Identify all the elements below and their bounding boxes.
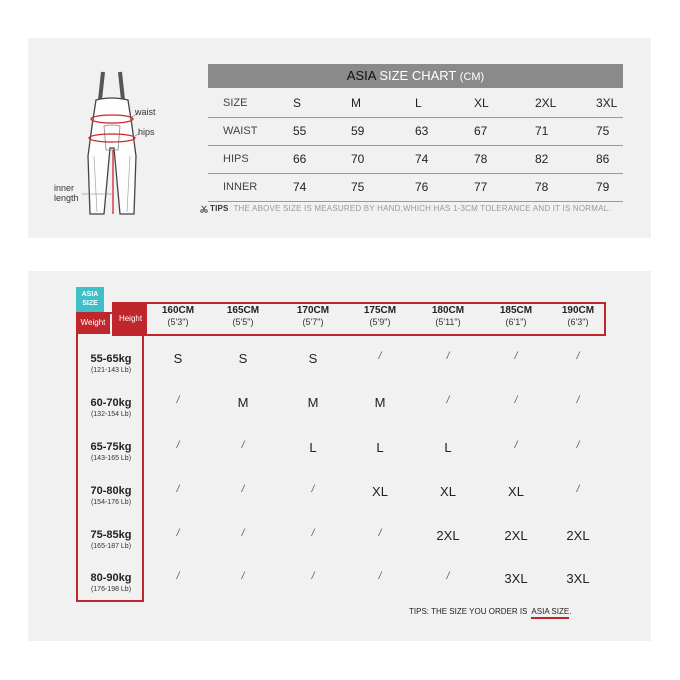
- height-col: 185CM (6'1"): [499, 305, 533, 327]
- size-cell: 3XL: [566, 571, 590, 586]
- cell: S: [293, 96, 302, 110]
- size-cell: /: [311, 484, 315, 495]
- size-cell: S: [173, 351, 183, 366]
- height-col: 175CM (5'9"): [363, 305, 397, 327]
- size-cell: /: [446, 395, 450, 406]
- cell: 70: [351, 152, 365, 166]
- size-cell: /: [446, 351, 450, 362]
- size-cell: M: [307, 395, 319, 410]
- cell: 2XL: [535, 96, 557, 110]
- order-tips-emphasis: ASIA SIZE: [531, 607, 569, 619]
- cell: 74: [415, 152, 429, 166]
- cell: 59: [351, 124, 365, 138]
- cell: 66: [293, 152, 307, 166]
- row-label: WAIST: [223, 125, 258, 137]
- size-cell: /: [514, 351, 518, 362]
- size-cell: L: [444, 440, 452, 455]
- weight-row: 55-65kg (121-143 Lb): [90, 353, 132, 374]
- measurement-tips: [200, 204, 611, 213]
- order-tips: [409, 607, 571, 616]
- size-cell: 2XL: [504, 528, 528, 543]
- size-cell: /: [576, 484, 580, 495]
- cell: 82: [535, 152, 549, 166]
- size-cell: /: [176, 571, 180, 582]
- weight-row: 70-80kg (154-176 Lb): [90, 485, 132, 506]
- cell: 75: [596, 124, 610, 138]
- size-row: [208, 90, 623, 118]
- size-cell: S: [238, 351, 248, 366]
- size-recommendation-panel: [28, 271, 651, 641]
- title-prefix: ASIA: [346, 68, 376, 83]
- size-cell: /: [514, 395, 518, 406]
- size-cell: 2XL: [566, 528, 590, 543]
- size-cell: /: [378, 351, 382, 362]
- size-chart-title: [208, 64, 623, 88]
- inner-length-label: inner length: [54, 183, 79, 203]
- cell: 78: [535, 180, 549, 194]
- weight-row: 60-70kg (132-154 Lb): [90, 397, 132, 418]
- size-cell: XL: [440, 484, 456, 499]
- row-label: HIPS: [223, 153, 249, 165]
- cell: 79: [596, 180, 610, 194]
- cell: 78: [474, 152, 488, 166]
- cell: 71: [535, 124, 549, 138]
- hips-row: [208, 146, 623, 174]
- size-cell: /: [514, 440, 518, 451]
- size-cell: /: [176, 528, 180, 539]
- height-col: 170CM (5'7"): [296, 305, 330, 327]
- cell: 77: [474, 180, 488, 194]
- scissors-icon: [200, 205, 208, 213]
- height-header: Height: [114, 304, 147, 334]
- row-label: INNER: [223, 181, 258, 193]
- tips-label: TIPS: [210, 204, 229, 213]
- size-cell: /: [176, 395, 180, 406]
- size-cell: /: [241, 528, 245, 539]
- size-cell: XL: [372, 484, 388, 499]
- weight-row: 65-75kg (143-165 Lb): [90, 441, 132, 462]
- order-tips-period: .: [569, 607, 572, 616]
- size-cell: /: [576, 440, 580, 451]
- weight-row: 80-90kg (176-198 Lb): [90, 572, 132, 593]
- height-col: 160CM (5'3"): [161, 305, 195, 327]
- cell: 86: [596, 152, 610, 166]
- size-cell: /: [378, 528, 382, 539]
- size-cell: /: [446, 571, 450, 582]
- cell: XL: [474, 96, 489, 110]
- cell: 74: [293, 180, 307, 194]
- size-cell: 3XL: [504, 571, 528, 586]
- cell: 63: [415, 124, 429, 138]
- hips-label: hips: [138, 127, 155, 137]
- size-cell: XL: [508, 484, 524, 499]
- height-col: 190CM (6'3"): [561, 305, 595, 327]
- title-main: SIZE CHART: [379, 68, 457, 83]
- order-tips-text: TIPS: THE SIZE YOU ORDER IS: [409, 607, 528, 616]
- cell: 67: [474, 124, 488, 138]
- cell: 55: [293, 124, 307, 138]
- asia-size-badge: ASIA SIZE: [76, 287, 104, 312]
- cell: 75: [351, 180, 365, 194]
- size-cell: /: [241, 440, 245, 451]
- inner-row: [208, 174, 623, 202]
- size-cell: L: [376, 440, 384, 455]
- title-unit: (CM): [459, 71, 485, 83]
- row-label: SIZE: [223, 97, 248, 109]
- height-col: 180CM (5'11"): [431, 305, 465, 327]
- size-cell: M: [237, 395, 249, 410]
- size-cell: /: [576, 395, 580, 406]
- size-cell: /: [311, 571, 315, 582]
- size-cell: M: [374, 395, 386, 410]
- cell: 76: [415, 180, 429, 194]
- cell: L: [415, 96, 422, 110]
- waist-row: [208, 118, 623, 146]
- size-cell: 2XL: [436, 528, 460, 543]
- size-cell: /: [241, 571, 245, 582]
- size-cell: /: [176, 484, 180, 495]
- weight-header: Weight: [76, 312, 110, 334]
- weight-row: 75-85kg (165-187 Lb): [90, 529, 132, 550]
- size-cell: /: [311, 528, 315, 539]
- cell: M: [351, 96, 361, 110]
- waist-label: waist: [135, 107, 156, 117]
- tips-text: THE ABOVE SIZE IS MEASURED BY HAND,WHICH HAS 1-3CM TOLERANCE AND IT IS NORMAL.: [233, 204, 611, 213]
- size-cell: /: [241, 484, 245, 495]
- size-cell: /: [378, 571, 382, 582]
- size-cell: /: [176, 440, 180, 451]
- size-cell: /: [576, 351, 580, 362]
- height-col: 165CM (5'5"): [226, 305, 260, 327]
- size-cell: L: [309, 440, 317, 455]
- size-cell: S: [308, 351, 318, 366]
- size-chart-panel: [28, 38, 651, 238]
- cell: 3XL: [596, 96, 618, 110]
